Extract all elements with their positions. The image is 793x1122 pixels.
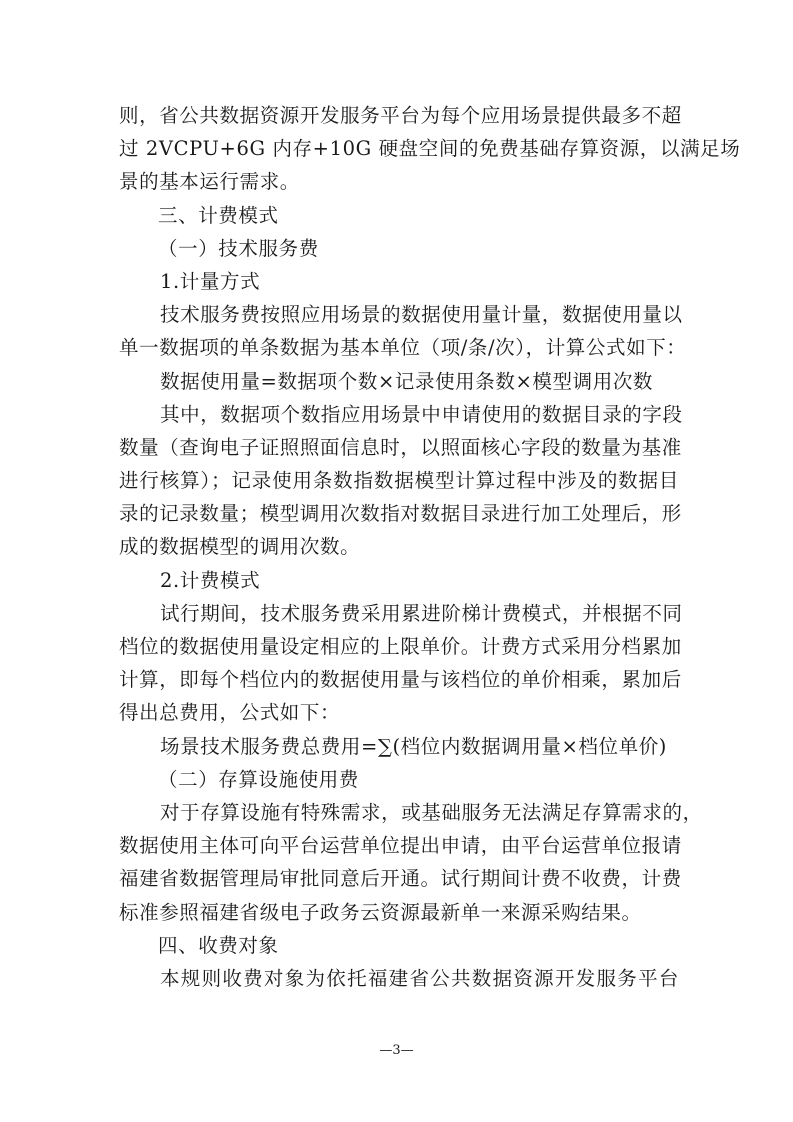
subsection-heading: （一）技术服务费 xyxy=(158,236,319,260)
item-heading: 2.计费模式 xyxy=(160,568,261,592)
body-text xyxy=(119,99,741,995)
section-heading: 三、计费模式 xyxy=(158,203,279,227)
paragraph-line: 福建省数据管理局审批同意后开通。试行期间计费不收费，计费 xyxy=(119,867,682,891)
paragraph-line: 试行期间，技术服务费采用累进阶梯计费模式，并根据不同 xyxy=(160,601,683,625)
paragraph-line: 则，省公共数据资源开发服务平台为每个应用场景提供最多不超 xyxy=(119,104,682,127)
paragraph-line: 本规则收费对象为依托福建省公共数据资源开发服务平台 xyxy=(160,966,679,990)
paragraph-line: 档位的数据使用量设定相应的上限单价。计费方式采用分档累加 xyxy=(119,635,682,658)
paragraph-line: 计算，即每个档位内的数据使用量与该档位的单价相乘，累加后 xyxy=(119,668,682,692)
paragraph-line: 技术服务费按照应用场景的数据使用量计量，数据使用量以 xyxy=(160,303,683,327)
paragraph-line: 其中，数据项个数指应用场景中申请使用的数据目录的字段 xyxy=(160,402,683,426)
paragraph-line: 数据使用主体可向平台运营单位提出申请，由平台运营单位报请 xyxy=(119,834,682,858)
paragraph-line: 成的数据模型的调用次数。 xyxy=(119,535,361,559)
paragraph-line: 进行核算）；记录使用条数指数据模型计算过程中涉及的数据目 xyxy=(119,469,679,493)
item-heading: 1.计量方式 xyxy=(160,269,261,293)
paragraph-line: 录的记录数量；模型调用次数指对数据目录进行加工处理后，形 xyxy=(119,502,682,526)
page-number: —3— xyxy=(379,1043,414,1058)
paragraph-line: 得出总费用，公式如下： xyxy=(119,701,341,725)
paragraph-line: 数量（查询电子证照照面信息时，以照面核心字段的数量为基准 xyxy=(119,435,682,459)
paragraph-line: 景的基本运行需求。 xyxy=(119,170,300,194)
paragraph-line: 标准参照福建省级电子政务云资源最新单一来源采购结果。 xyxy=(119,900,642,924)
paragraph-line: 对于存算设施有特殊需求，或基础服务无法满足存算需求的， xyxy=(160,800,703,824)
section-heading: 四、收费对象 xyxy=(158,933,279,957)
formula-line: 场景技术服务费总费用=∑(档位内数据调用量×档位单价) xyxy=(160,734,668,758)
paragraph-line: 过 2VCPU+6G 内存+10G 硬盘空间的免费基础存算资源，以满足场 xyxy=(119,137,741,161)
subsection-heading: （二）存算设施使用费 xyxy=(158,767,360,791)
formula-line: 数据使用量=数据项个数×记录使用条数×模型调用次数 xyxy=(160,369,654,393)
paragraph-line: 单一数据项的单条数据为基本单位（项/条/次），计算公式如下： xyxy=(119,336,687,360)
